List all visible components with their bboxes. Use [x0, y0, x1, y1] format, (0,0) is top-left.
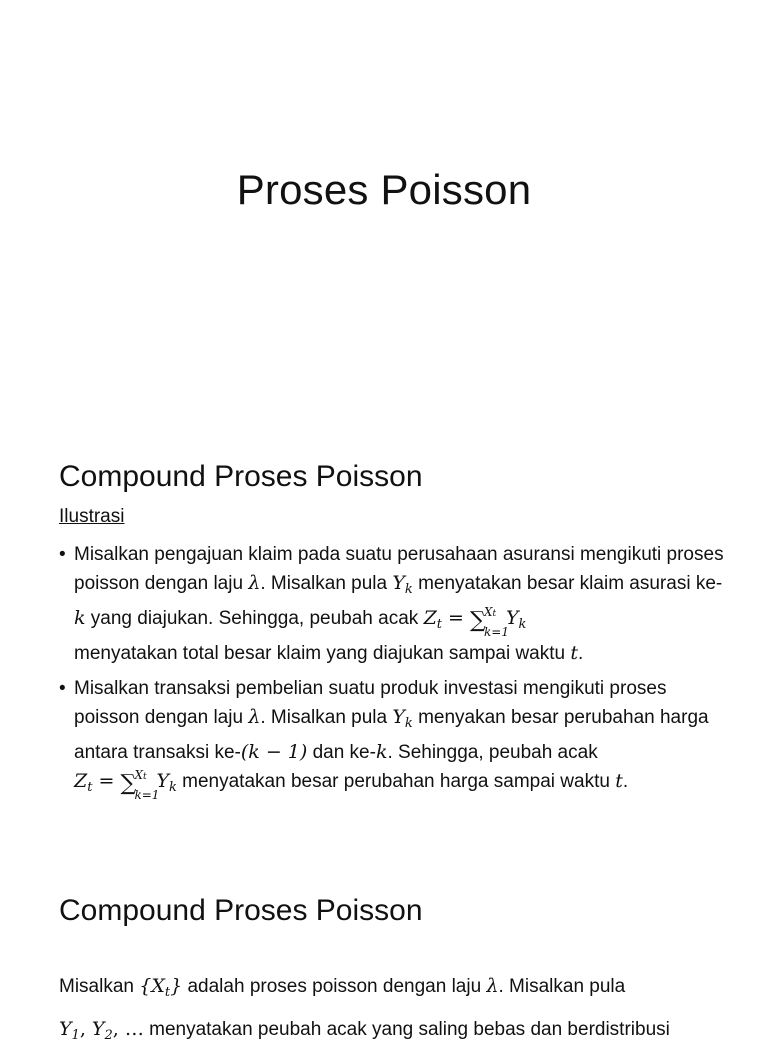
content-slide-definition [0, 870, 768, 1043]
text: menyakan besar perubahan harga antara transaksi ke- [74, 707, 709, 764]
math-t: t [570, 642, 579, 665]
math-Y1 [59, 1018, 80, 1043]
bullet-dot-icon: • [59, 678, 66, 700]
text: . Sehingga, peubah acak [387, 742, 598, 764]
sum-sign: ∑ [470, 608, 486, 633]
math-sub: k [404, 582, 413, 597]
math-var: Z [74, 770, 88, 793]
math-sub: t [492, 609, 497, 619]
math-sub: t [164, 985, 171, 1000]
text: . Misalkan pula [498, 976, 626, 997]
math-var: {X [139, 975, 165, 997]
math-sub: t [87, 780, 93, 796]
math-var: Y [156, 770, 169, 793]
text: Misalkan [59, 976, 140, 997]
math-t: t [615, 770, 623, 793]
lambda-symbol: λ [486, 975, 499, 997]
text: menyatakan besar perubahan harga sampai waktu [176, 771, 616, 793]
math-equals: = [92, 770, 121, 793]
text: . Misalkan pula [260, 707, 393, 729]
lambda-symbol: λ [248, 572, 261, 594]
text: dan ke- [307, 742, 376, 764]
definition-paragraph: Misalkan $\{X_t\}$ adalah proses poisson dengan laju λ. Misalkan pula $Y_1$, $Y_2$, … menyatakan peubah acak yang saling bebas dan berdistribusi [59, 975, 670, 1043]
math-k: k [74, 607, 86, 630]
bullet-insurance-claims [59, 540, 729, 668]
math-Yk [156, 770, 177, 796]
text: menyatakan besar klaim asurasi ke- [412, 573, 723, 594]
math-var: Y [506, 607, 519, 630]
math-var: X [484, 605, 493, 619]
math-var: Y [392, 572, 405, 594]
math-var: Z [423, 607, 437, 630]
math-sub: 2 [104, 1028, 113, 1043]
math-sub: k [518, 617, 527, 633]
sum-lower: k=1 [134, 788, 160, 803]
math-var: X [134, 768, 143, 783]
math-var: Y [91, 1018, 105, 1040]
summation [470, 604, 509, 639]
illustration-label: Ilustrasi [59, 506, 125, 527]
math-sub: 1 [71, 1028, 80, 1043]
text: menyatakan peubah acak yang saling bebas dan berdistribusi [143, 1019, 670, 1040]
sum-sign: ∑ [120, 771, 137, 797]
math-k: k [375, 741, 388, 764]
content-slide-illustration [0, 440, 768, 840]
text: . [578, 643, 584, 665]
text: Misalkan transaksi pembelian suatu produk investasi mengikuti proses poisson dengan laju [74, 678, 667, 729]
slide-title: Proses Poisson [236, 166, 532, 213]
math-sub: k [404, 716, 413, 732]
math-Y2 [91, 1018, 113, 1043]
math-Yk [392, 706, 413, 732]
math-dots: , … [112, 1018, 144, 1040]
text: Misalkan pengajuan klaim pada suatu perusahaan asuransi mengikuti proses poisson dengan laju [74, 544, 724, 594]
bullet-investment-transactions [59, 674, 729, 802]
math-sub: t [436, 617, 442, 633]
text: . [622, 771, 629, 793]
math-equals: = [442, 607, 470, 630]
text: yang diajukan. Sehingga, peubah acak [85, 608, 424, 630]
text: menyatakan total besar klaim yang diajukan sampai waktu [74, 643, 571, 665]
math-k-minus-1: (k − 1) [240, 741, 308, 764]
sum-lower: k=1 [484, 625, 509, 639]
math-Yk [506, 607, 527, 633]
math-var: Y [59, 1018, 72, 1040]
slide-heading: Compound Proses Poisson [59, 894, 423, 927]
math-brace: } [170, 975, 183, 997]
math-Zt [423, 607, 442, 633]
summation [120, 767, 160, 803]
title-slide [0, 0, 768, 430]
math-Zt [74, 770, 93, 796]
math-Xt-set [139, 975, 183, 1000]
math-sub: t [142, 772, 147, 783]
lambda-symbol: λ [248, 706, 261, 729]
math-sub: k [168, 780, 177, 796]
math-Yk [392, 572, 413, 597]
text: . Misalkan pula [260, 573, 393, 594]
text: adalah proses poisson dengan laju [182, 976, 487, 997]
math-var: Y [392, 706, 405, 729]
slide-heading: Compound Proses Poisson [59, 460, 423, 493]
bullet-dot-icon: • [59, 544, 66, 565]
bullet-list [59, 540, 729, 808]
